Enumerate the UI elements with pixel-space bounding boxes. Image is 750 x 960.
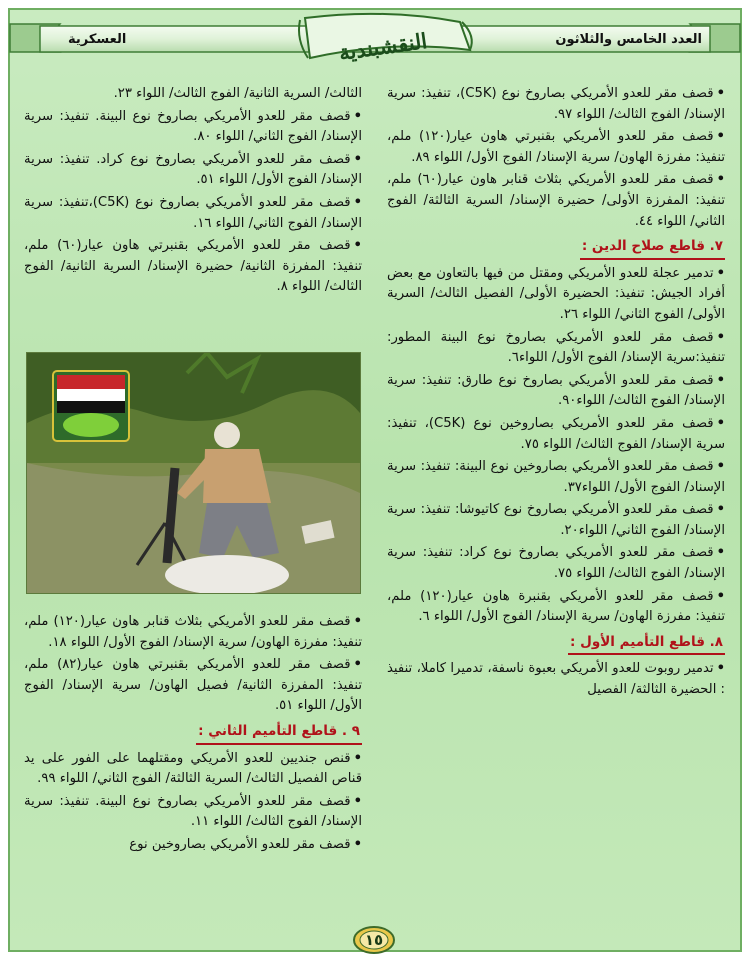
list-item: •قصف مقر للعدو الأمريكي بقنبرتي هاون عيار(٦٠) ملم، تنفيذ: المفرزة الثانية/ حضيرة الإسناد/ السرية الثانية/ الفوج الثالث/ اللواء ٨. [24, 238, 362, 295]
list-item: •قصف مقر للعدو الأمريكي بصاروخ نوع البينة. تنفيذ: سرية الإسناد/ الفوج الثالث/ اللواء ١١. [24, 793, 362, 830]
list-item: •قصف مقر للعدو الأمريكي بقنبرة هاون عيار(١٢٠) ملم، تنفيذ: مفرزة الهاون/ سرية الإسناد/ الفوج الأول/ اللواء ٦. [387, 588, 725, 625]
list-item: •قصف مقر للعدو الأمريكي بثلاث قنابر هاون عيار(٦٠) ملم، تنفيذ: المفرزة الأولى/ حضيرة الإسناد/ السرية الثالثة/ الفوج الثاني/ اللواء ٤٤. [387, 172, 725, 229]
section-heading-7: ٧. قاطع صلاح الدين : [580, 236, 725, 260]
list-item: •قصف مقر للعدو الأمريكي بصاروخ نوع كاتيوشا: تنفيذ: سرية الإسناد/ الفوج الثاني/ اللواء٢٠. [387, 502, 725, 538]
left-column-bottom [24, 612, 362, 858]
list-item: •قنص جنديين للعدو الأمريكي ومقتلهما على الفور على يد قناص الفصيل الثالث/ السرية الثالثة/ الفوج الثاني/ اللواء ٩٩. [24, 750, 362, 787]
section-heading-8: ٨. قاطع التأميم الأول : [568, 632, 725, 656]
list-item: •قصف مقر للعدو الأمريكي بصاروخ نوع البينة. تنفيذ: سرية الإسناد/ الفوج الثاني/ اللواء ٨٠. [24, 108, 362, 145]
left-column-top [24, 84, 362, 300]
list-item: •قصف مقر للعدو الأمريكي بقنبرتي هاون عيار(٨٢) ملم، تنفيذ: المفرزة الثانية/ فصيل الهاون/ سرية الإسناد/ الفوج الأول/ اللواء ٥١. [24, 657, 362, 714]
list-item: •قصف مقر للعدو الأمريكي بصاروخين نوع البينة: تنفيذ: سرية الإسناد/ الفوج الأول/ اللواء٣٧. [387, 459, 725, 495]
list-item: •قصف مقر للعدو الأمريكي بصاروخ نوع البينة المطور: تنفيذ:سرية الإسناد/ الفوج الأول/ اللواء٦. [387, 329, 725, 366]
list-item: •تدمير روبوت للعدو الأمريكي بعبوة ناسفة، تدميرا كاملا، تنفيذ : الحضيرة الثالثة/ الفصيل [387, 661, 725, 698]
page-number: ١٥ [364, 931, 384, 949]
magazine-title: النقشبندية [337, 27, 429, 66]
right-column [387, 84, 725, 703]
field-photo [26, 352, 361, 594]
list-item: •قصف مقر للعدو الأمريكي بصاروخ نوع كراد: تنفيذ: سرية الإسناد/ الفوج الثالث/ اللواء ٧٥. [387, 545, 725, 582]
list-item: •قصف مقر للعدو الأمريكي بثلاث قنابر هاون عيار(١٢٠) ملم، تنفيذ: مفرزة الهاون/ سرية الإسناد/ الفوج الأول/ اللواء ١٨. [24, 614, 362, 650]
section-heading-9: ٩ . قاطع التأميم الثاني : [196, 721, 362, 745]
section-label: العسكرية [68, 32, 127, 47]
continuation-text: الثالث/ السرية الثانية/ الفوج الثالث/ اللواء ٢٣. [113, 86, 362, 101]
list-item: •قصف مقر للعدو الأمريكي بصاروخ نوع (C5K)، تنفيذ: سرية الإسناد/ الفوج الثالث/ اللواء ٩٧. [387, 86, 725, 122]
list-item: •قصف مقر للعدو الأمريكي بصاروخ نوع طارق: تنفيذ: سرية الإسناد/ الفوج الثالث/ اللواء٩٠. [387, 372, 725, 409]
mortar-scene-image [27, 353, 360, 593]
header-banner [0, 10, 750, 66]
issue-label: العدد الخامس والثلاثون [555, 32, 702, 47]
list-item: •قصف مقر للعدو الأمريكي بقنبرتي هاون عيار(١٢٠) ملم، تنفيذ: مفرزة الهاون/ سرية الإسناد/ الفوج الأول/ اللواء ٨٩. [387, 129, 725, 165]
list-item: •تدمير عجلة للعدو الأمريكي ومقتل من فيها بالتعاون مع بعض أفراد الجيش: تنفيذ: الحضيرة الأولى/ الفصيل الثالث/ السرية الأولى/ الفوج الثاني/ اللواء ٢٦. [387, 265, 725, 322]
list-item: •قصف مقر للعدو الأمريكي بصاروخين نوع (C5K)، تنفيذ: سرية الإسناد/ الفوج الثالث/ اللواء ٧٥. [387, 415, 725, 452]
list-item: •قصف مقر للعدو الأمريكي بصاروخ نوع (C5K)،تنفيذ: سرية الإسناد/ الفوج الثاني/ اللواء ١٦. [24, 194, 362, 231]
list-item: •قصف مقر للعدو الأمريكي بصاروخين نوع [129, 836, 362, 852]
list-item: •قصف مقر للعدو الأمريكي بصاروخ نوع كراد. تنفيذ: سرية الإسناد/ الفوج الأول/ اللواء ٥١. [24, 151, 362, 188]
